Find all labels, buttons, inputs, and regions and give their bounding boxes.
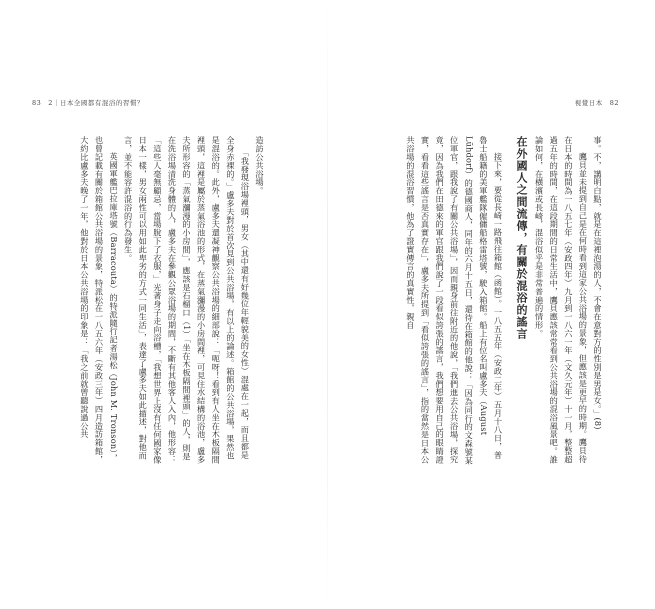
right-page bbox=[328, 0, 655, 609]
right-page-body bbox=[375, 136, 605, 466]
left-page-body bbox=[31, 136, 267, 466]
paragraph: 接下來，要從長崎一路飛往箱館（函館）。一八五五年（安政二年）五月十八日，普魯士船籍的美軍艦隊僱傭船格雷塔號，駛入箱館。船上有位名叫盧多夫（August Lühdorf）的德國商人，同年的六月十五日，還待在箱館的他說：「因為同行的文森號某位軍官，跟我說了有關公共浴場」，因而親身前往附近的他說，「我們進去公共浴場，探究竟，因為我們在田德來的軍官跟我們說了一段看似誇張的謠言，我們想要用自己的眼睛證實，看看這些謠言是否真實存在」，盧多夫所提到「看似誇張的謠言」，指的當然是日本公共浴場的混浴習慣，他為了證實傳言的真實性，親自 bbox=[405, 136, 504, 465]
paragraph: 鷹貝並未提到自己是在何時看到這家公共浴場的景象，但應該是更早的時期。鷹貝待在日本的時間為一八五七年（安政四年）九月到一八六一年（文久元年）十一月，整整超過五年的時間，在這段期間的日常生活中，鷹貝應該常常看到公共浴場的混浴風景吧。誰論如何，在橫濱或長崎，混浴似乎是非常普遍的情形。 bbox=[534, 136, 589, 464]
section-heading: 在外國人之間流傳，有關於混浴的謠言 bbox=[515, 136, 529, 340]
paragraph: 事。不，講明白點，就是在這裡泡湯的人，不會在意對方的性別是男是女。」(8) bbox=[593, 136, 603, 430]
paragraph: 英國軍艦巴拉庫塔號（Barracouta）的特派隨行記者湯松（John M. Tronson），也曾記載有關於箱館公共浴場的景象，特派松在一八五六年（安政三年）四月造訪箱館，大約比盧多夫晚了一年，他對於日本公共浴場的印象是：「我之前就曾聽說過公共 bbox=[79, 136, 120, 464]
left-page bbox=[0, 0, 327, 609]
left-running-header: 83 2｜日本全國都有混浴的習慣？ bbox=[32, 99, 144, 107]
paragraph: 「我發現浴場裡頭，男女（其中還有好幾位年輕貌美的女性）混處在一起，而且都是全身赤裸的。」盧多夫對於首次見到公共浴場，有以上的論述。箱館的公共浴場，果然也是混浴的。此外，盧多夫還凝神觀察公共浴場的細部說：「呃呀！看到有人坐在木板隔間裡頭，這裡是屬於蒸氣浴池的形式，在蒸氣瀰漫的小房間裡，可見住水結構的浴池，盧多夫所形容的「蒸氣瀰漫的小房間」，應該是石榴口（1）「坐在木板隔間裡頭」的人，則是在洗浴場清洗身體的人，盧多夫在參觀公眾浴場的期間，不斷有其他客人入內，他形容：「這些人毫無顧忌，當場脫下了衣服，」光著身子走向浴槽，「我想世界上沒有任何國家像日本一樣，男女兩性可以用如此卑劣的方式一同生活」，表達了盧多夫如此描述，對他而言，並不能容許混浴的行為發生。 bbox=[123, 136, 251, 464]
right-running-header: 視覺日本 82 bbox=[574, 99, 619, 107]
paragraph: 造訪公共浴場。 bbox=[255, 136, 265, 195]
